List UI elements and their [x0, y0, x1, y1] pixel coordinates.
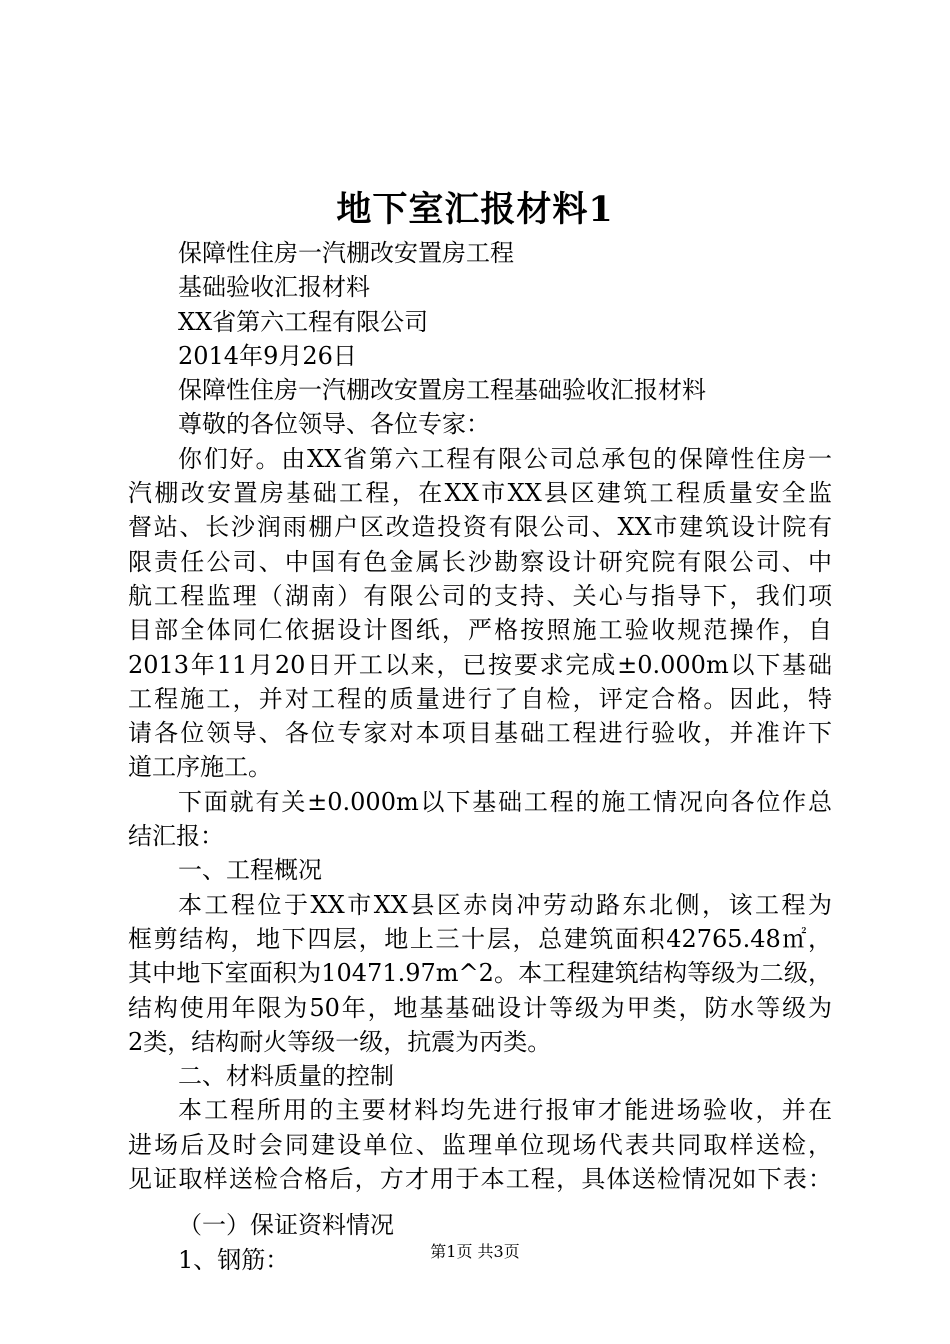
full-title-line: 保障性住房一汽棚改安置房工程基础验收汇报材料 — [178, 376, 706, 405]
paragraph-line: 见证取样送检合格后，方才用于本工程，具体送检情况如下表： — [128, 1165, 832, 1194]
paragraph-line: 限责任公司、中国有色金属长沙勘察设计研究院有限公司、中 — [128, 547, 832, 576]
paragraph-line: 2类，结构耐火等级一级，抗震为丙类。 — [128, 1027, 552, 1056]
document-body — [128, 236, 832, 1277]
paragraph-line: 目部全体同仁依据设计图纸，严格按照施工验收规范操作，自 — [128, 616, 832, 645]
paragraph-line: 督站、长沙润雨棚户区改造投资有限公司、XX市建筑设计院有 — [128, 513, 832, 542]
paragraph-overview — [128, 888, 832, 1059]
paragraph-line: 结汇报： — [128, 822, 224, 851]
project-name-line: 保障性住房一汽棚改安置房工程 — [178, 239, 514, 267]
spacer — [128, 1196, 832, 1208]
company-line: XX省第六工程有限公司 — [178, 307, 429, 336]
paragraph-line: 框剪结构，地下四层，地上三十层，总建筑面积42765.48㎡， — [128, 924, 832, 953]
paragraph-line: 本工程所用的主要材料均先进行报审才能进场验收，并在 — [178, 1096, 832, 1125]
paragraph-line: 工程施工，并对工程的质量进行了自检，评定合格。因此，特 — [128, 684, 832, 713]
date-line: 2014年9月26日 — [178, 341, 357, 370]
paragraph-line: 道工序施工。 — [128, 753, 272, 782]
report-type-line: 基础验收汇报材料 — [178, 273, 370, 302]
list-item-rebar: 1、钢筋： — [178, 1245, 290, 1274]
sub-heading-documents: （一）保证资料情况 — [178, 1211, 394, 1240]
paragraph-summary-intro — [128, 785, 832, 854]
paragraph-line: 汽棚改安置房基础工程，在XX市XX县区建筑工程质量安全监 — [128, 479, 832, 508]
section-heading-overview: 一、工程概况 — [178, 856, 322, 885]
paragraph-line: 进场后及时会同建设单位、监理单位现场代表共同取样送检， — [128, 1130, 832, 1159]
salutation-line: 尊敬的各位领导、各位专家： — [178, 410, 490, 439]
section-heading-materials: 二、材料质量的控制 — [178, 1062, 394, 1091]
paragraph-line: 本工程位于XX市XX县区赤岗冲劳动路东北侧，该工程为 — [178, 890, 832, 919]
paragraph-line: 结构使用年限为50年，地基基础设计等级为甲类，防水等级为 — [128, 993, 832, 1022]
paragraph-materials — [128, 1093, 832, 1196]
paragraph-line: 请各位领导、各位专家对本项目基础工程进行验收，并准许下 — [128, 719, 832, 748]
paragraph-line: 其中地下室面积为10471.97m^2。本工程建筑结构等级为二级， — [128, 959, 832, 988]
paragraph-intro — [128, 442, 832, 785]
paragraph-line: 2013年11月20日开工以来，已按要求完成±0.000m以下基础 — [128, 650, 832, 679]
paragraph-line: 下面就有关±0.000m以下基础工程的施工情况向各位作总 — [178, 787, 832, 816]
paragraph-line: 你们好。由XX省第六工程有限公司总承包的保障性住房一 — [178, 444, 832, 473]
paragraph-line: 航工程监理（湖南）有限公司的支持、关心与指导下，我们项 — [128, 581, 832, 610]
page-number-footer: 第1页 共3页 — [430, 1242, 520, 1261]
document-title: 地下室汇报材料1 — [336, 189, 614, 230]
